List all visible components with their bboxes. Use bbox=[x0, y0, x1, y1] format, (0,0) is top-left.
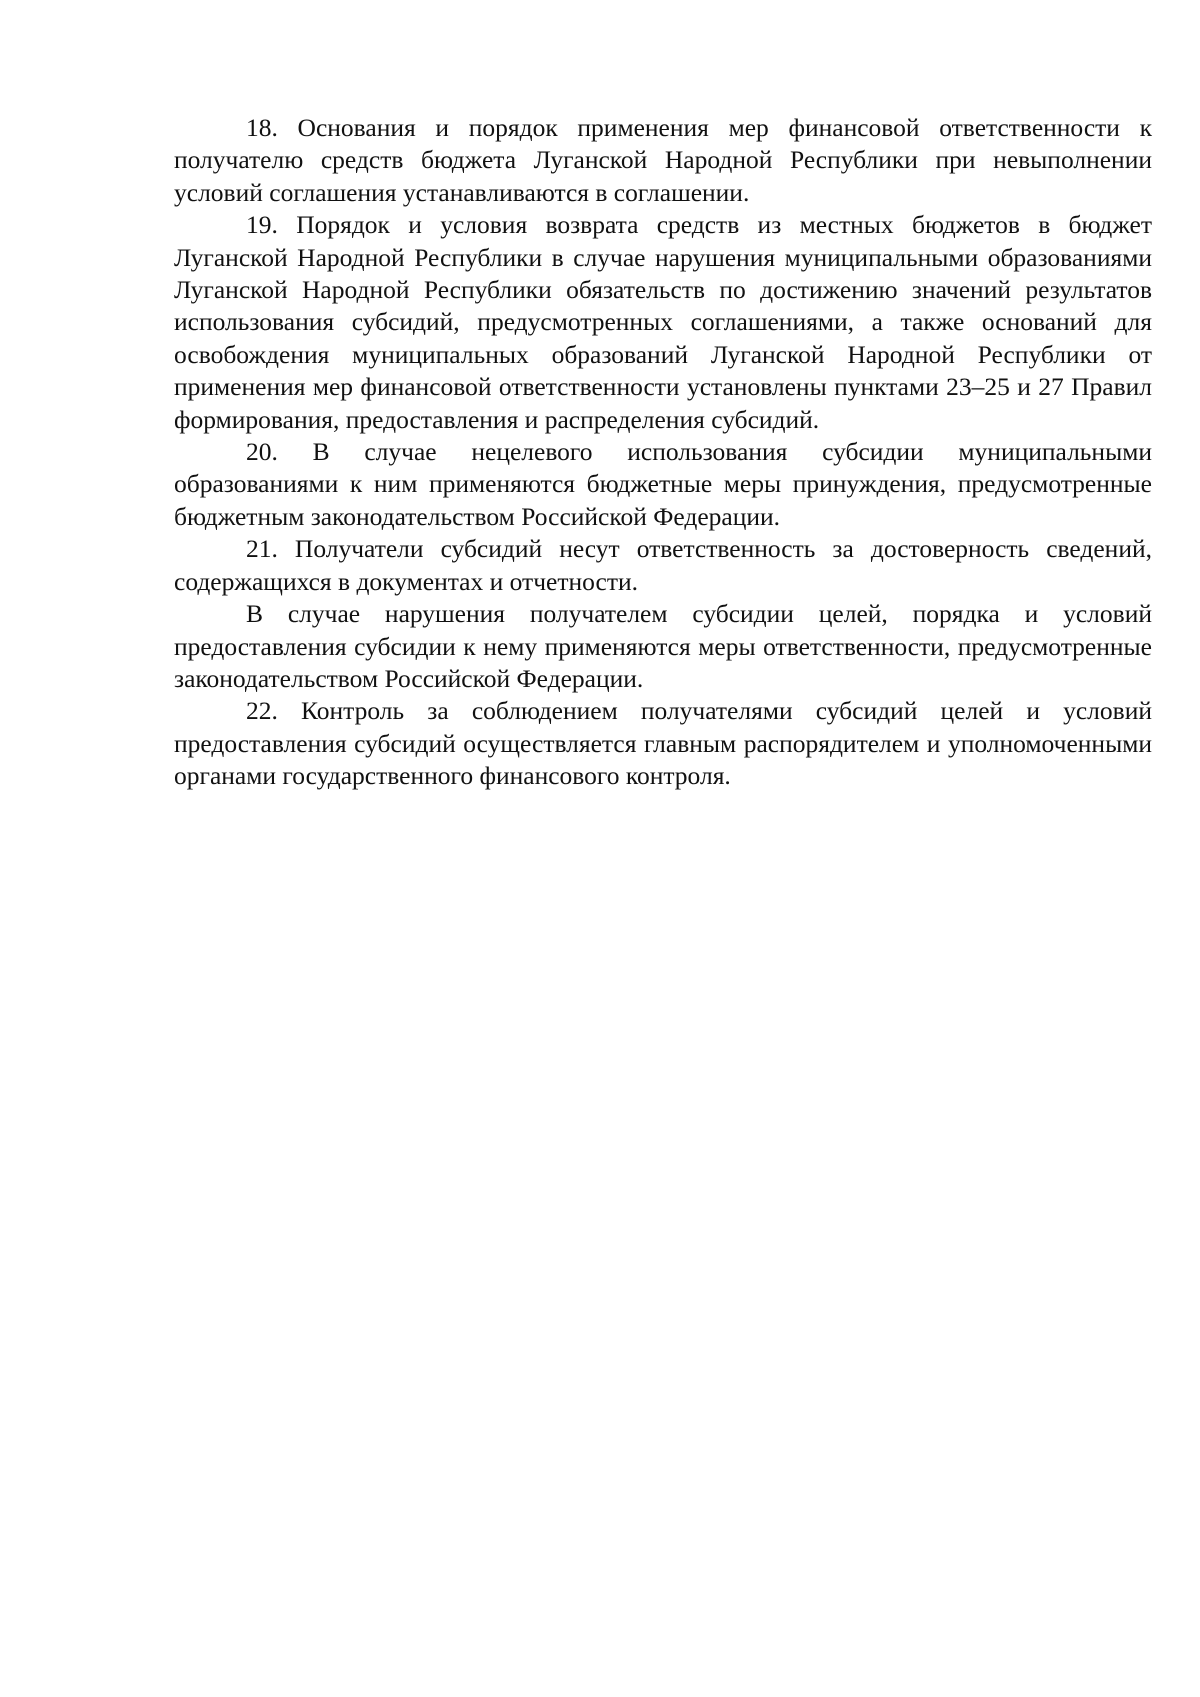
paragraph-18: 18. Основания и порядок применения мер финансовой ответственности к получателю средств бюджета Луганской Народной Республики при невыполнении условий соглашения устанавливаются в соглашении. bbox=[174, 113, 1152, 207]
paragraph-19: 19. Порядок и условия возврата средств из местных бюджетов в бюджет Луганской Народной Республики в случае нарушения муниципальными образованиями Луганской Народной Республики обязательств по достижению значений результатов использования субсидий, предусмотренных соглашениями, а также оснований для освобождения муниципальных образований Луганской Народной Республики от применения мер финансовой ответственности установлены пунктами 23–25 и 27 Правил формирования, предоставления и распределения субсидий. bbox=[174, 210, 1152, 434]
paragraph-22: 22. Контроль за соблюдением получателями субсидий целей и условий предоставления субсидий осуществляется главным распорядителем и уполномоченными органами государственного финансового контроля. bbox=[174, 696, 1152, 791]
paragraph-20: 20. В случае нецелевого использования субсидии муниципальными образованиями к ним применяются бюджетные меры принуждения, предусмотренные бюджетным законодательством Российской Федерации. bbox=[174, 437, 1152, 531]
document-body bbox=[174, 112, 1152, 793]
paragraph-21-continued: В случае нарушения получателем субсидии целей, порядка и условий предоставления субсидии к нему применяются меры ответственности, предусмотренные законодательством Российской Федерации. bbox=[174, 599, 1152, 693]
paragraph-21: 21. Получатели субсидий несут ответственность за достоверность сведений, содержащихся в документах и отчетности. bbox=[174, 534, 1152, 596]
